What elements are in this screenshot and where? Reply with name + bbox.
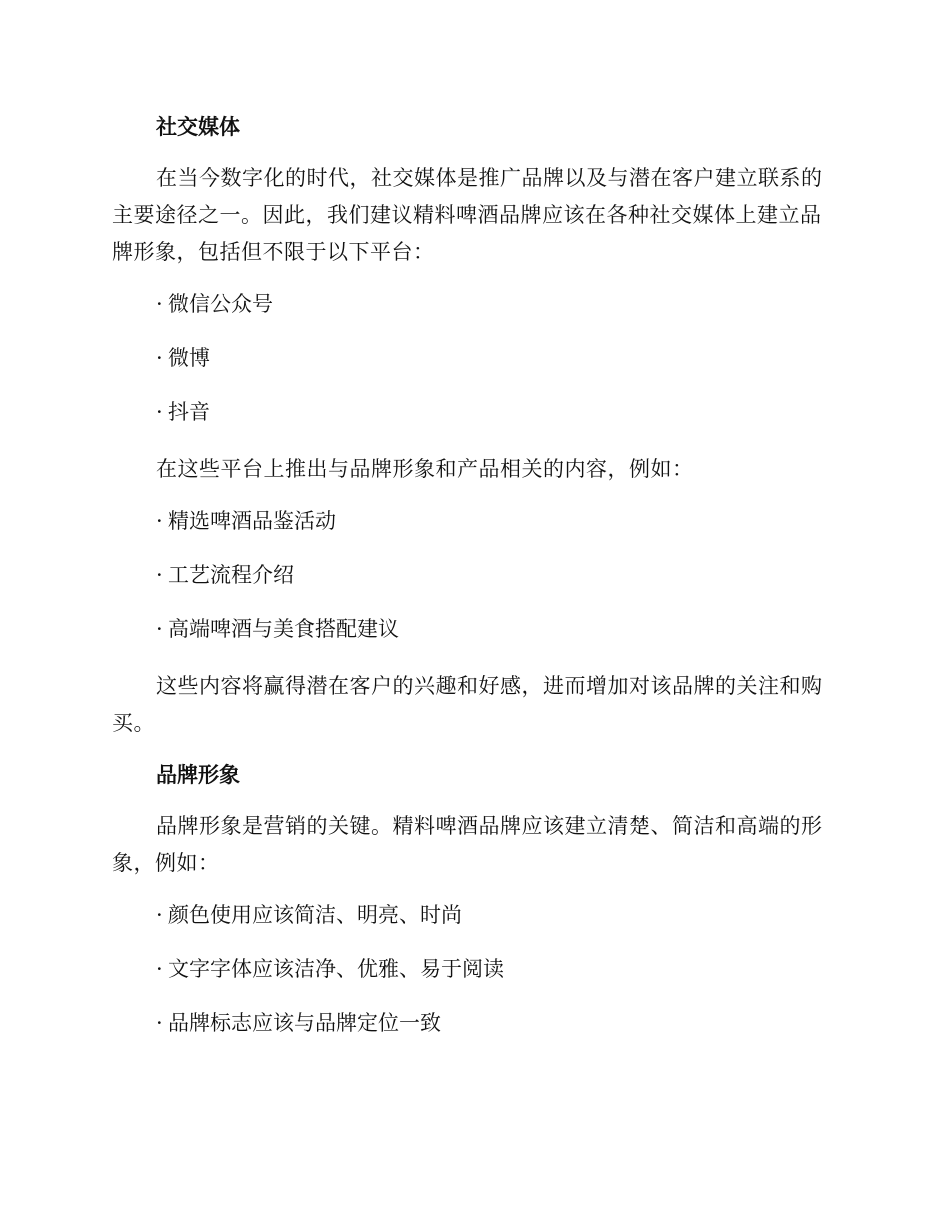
platform-item: · 微博 (112, 343, 840, 373)
social-media-conclusion: 这些内容将赢得潜在客户的兴趣和好感，进而增加对该品牌的关注和购买。 (112, 674, 823, 735)
bullet-dot: · (156, 903, 163, 927)
brand-image-item: · 品牌标志应该与品牌定位一致 (112, 1008, 840, 1038)
platform-item: · 微信公众号 (112, 289, 840, 319)
content-intro: 在这些平台上推出与品牌形象和产品相关的内容，例如： (156, 457, 694, 481)
content-item: · 工艺流程介绍 (112, 560, 840, 590)
bullet-dot: · (156, 346, 163, 370)
brand-image-intro: 品牌形象是营销的关键。精料啤酒品牌应该建立清楚、简洁和高端的形象，例如： (112, 814, 823, 875)
content-item: · 高端啤酒与美食搭配建议 (112, 614, 840, 644)
section-heading-brand-image: 品牌形象 (156, 763, 240, 787)
brand-image-item: · 文字字体应该洁净、优雅、易于阅读 (112, 954, 840, 984)
social-media-intro: 在当今数字化的时代，社交媒体是推广品牌以及与潜在客户建立联系的主要途径之一。因此，我们建议精料啤酒品牌应该在各种社交媒体上建立品牌形象，包括但不限于以下平台： (112, 166, 823, 264)
section-heading-social-media: 社交媒体 (156, 115, 240, 139)
bullet-dot: · (156, 292, 163, 316)
bullet-dot: · (156, 563, 163, 587)
platform-item: · 抖音 (112, 397, 840, 427)
bullet-dot: · (156, 509, 163, 533)
bullet-dot: · (156, 1011, 163, 1035)
brand-image-item: · 颜色使用应该简洁、明亮、时尚 (112, 900, 840, 930)
content-item: · 精选啤酒品鉴活动 (112, 506, 840, 536)
bullet-dot: · (156, 957, 163, 981)
bullet-dot: · (156, 400, 163, 424)
bullet-dot: · (156, 617, 163, 641)
